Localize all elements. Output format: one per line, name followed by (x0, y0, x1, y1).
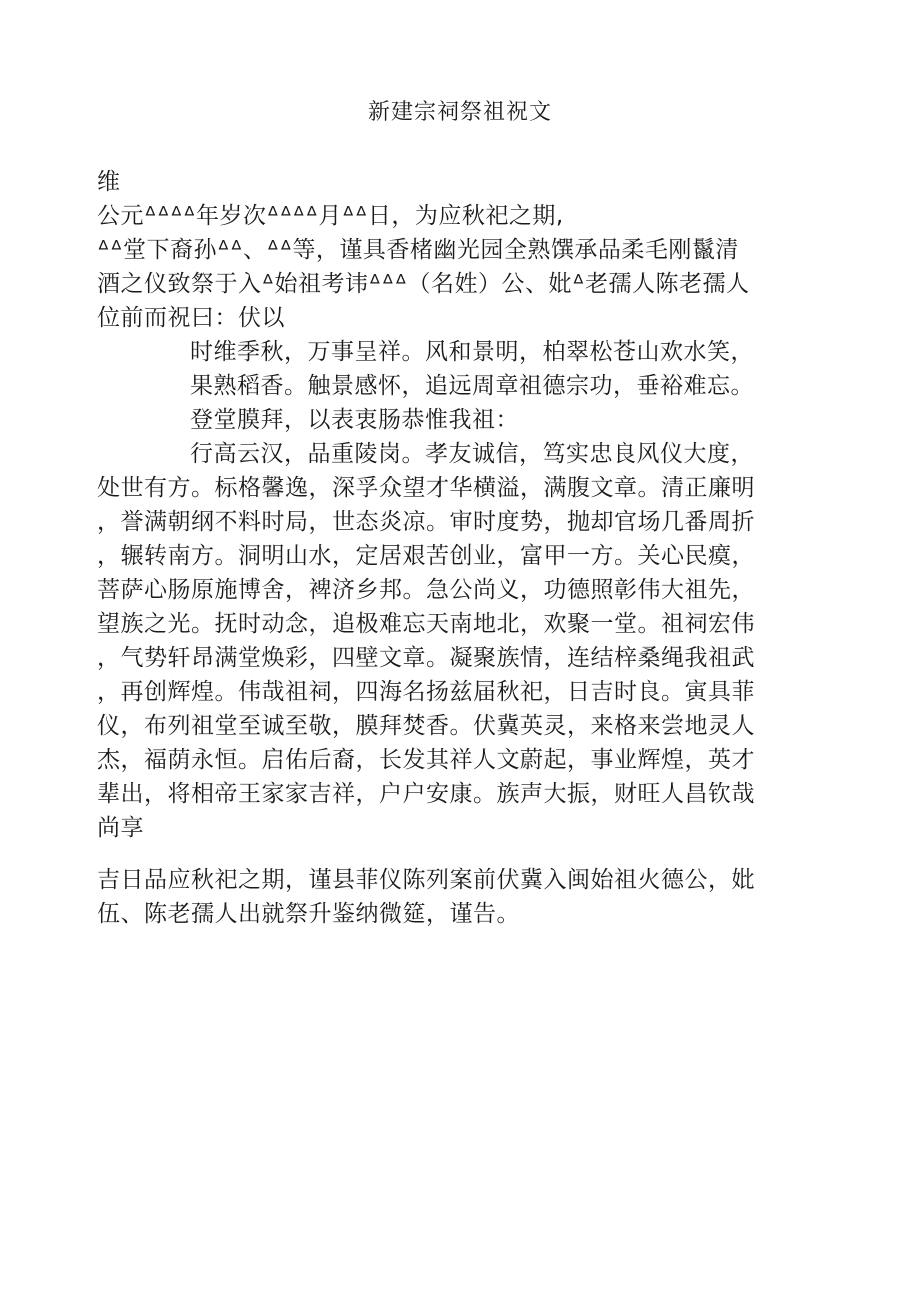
text-line: 仪，布列祖堂至诚至敬，膜拜焚香。伏冀英灵，来格来尝地灵人 (97, 713, 755, 739)
text-line: 杰，福荫永恒。启佑后裔，长发其祥人文蔚起，事业辉煌，英才 (97, 747, 755, 773)
text-line: ，誉满朝纲不料时局，世态炎凉。审时度势，抛却官场几番周折 (97, 509, 755, 535)
text-line: 行高云汉，品重陵岗。孝友诚信，笃实忠良风仪大度， (190, 441, 754, 467)
text-line: ，再创辉煌。伟哉祖祠，四海名扬兹届秋祀，日吉时良。寅具菲 (97, 679, 755, 705)
text-line: 酒之仪致祭于入ᐞ始祖考讳ᐞᐞᐞ（名姓）公、妣ᐞ老孺人陈老孺人 (97, 271, 750, 297)
text-line: 果熟稻香。触景感怀，追远周章祖德宗功，垂裕难忘。 (190, 373, 754, 399)
text-line: 菩萨心肠原施博舍，裨济乡邦。急公尚义，功德照彰伟大祖先， (97, 577, 755, 603)
text-line: 吉日品应秋祀之期，谨县菲仪陈列案前伏冀入闽始祖火德公，妣 (97, 867, 755, 893)
text-line: 伍、陈老孺人出就祭升鉴纳微筵，谨告。 (97, 901, 520, 927)
text-line: 尚享 (97, 815, 144, 841)
text-line: ᐞᐞ堂下裔孙ᐞᐞ、ᐞᐞ等，谨具香楮幽光园全熟馔承品柔毛刚鬣清 (97, 237, 739, 263)
text-line: 辈出，将相帝王家家吉祥，户户安康。族声大振，财旺人昌钦哉 (97, 781, 755, 807)
text-line: 望族之光。抚时动念，追极难忘天南地北，欢聚一堂。祖祠宏伟 (97, 611, 755, 637)
text-line: 登堂膜拜，以表衷肠恭惟我祖： (190, 407, 519, 433)
text-line: 处世有方。标格馨逸，深孚众望才华横溢，满腹文章。清正廉明 (97, 475, 755, 501)
document-title: 新建宗祠祭祖祝文 (367, 100, 552, 125)
text-line: 位前而祝曰：伏以 (97, 305, 285, 331)
text-line: 公元ᐞᐞᐞᐞ年岁次ᐞᐞᐞᐞ月ᐞᐞ日，为应秋祀之期, (97, 203, 564, 229)
text-line: ，辗转南方。洞明山水，定居艰苦创业，富甲一方。关心民瘼， (97, 543, 755, 569)
text-line: 时维季秋，万事呈祥。风和景明，柏翠松苍山欢水笑， (190, 339, 754, 365)
text-line: 维 (97, 169, 121, 195)
text-line: ，气势轩昂满堂焕彩，四壁文章。凝聚族情，连结梓桑绳我祖武 (97, 645, 755, 671)
